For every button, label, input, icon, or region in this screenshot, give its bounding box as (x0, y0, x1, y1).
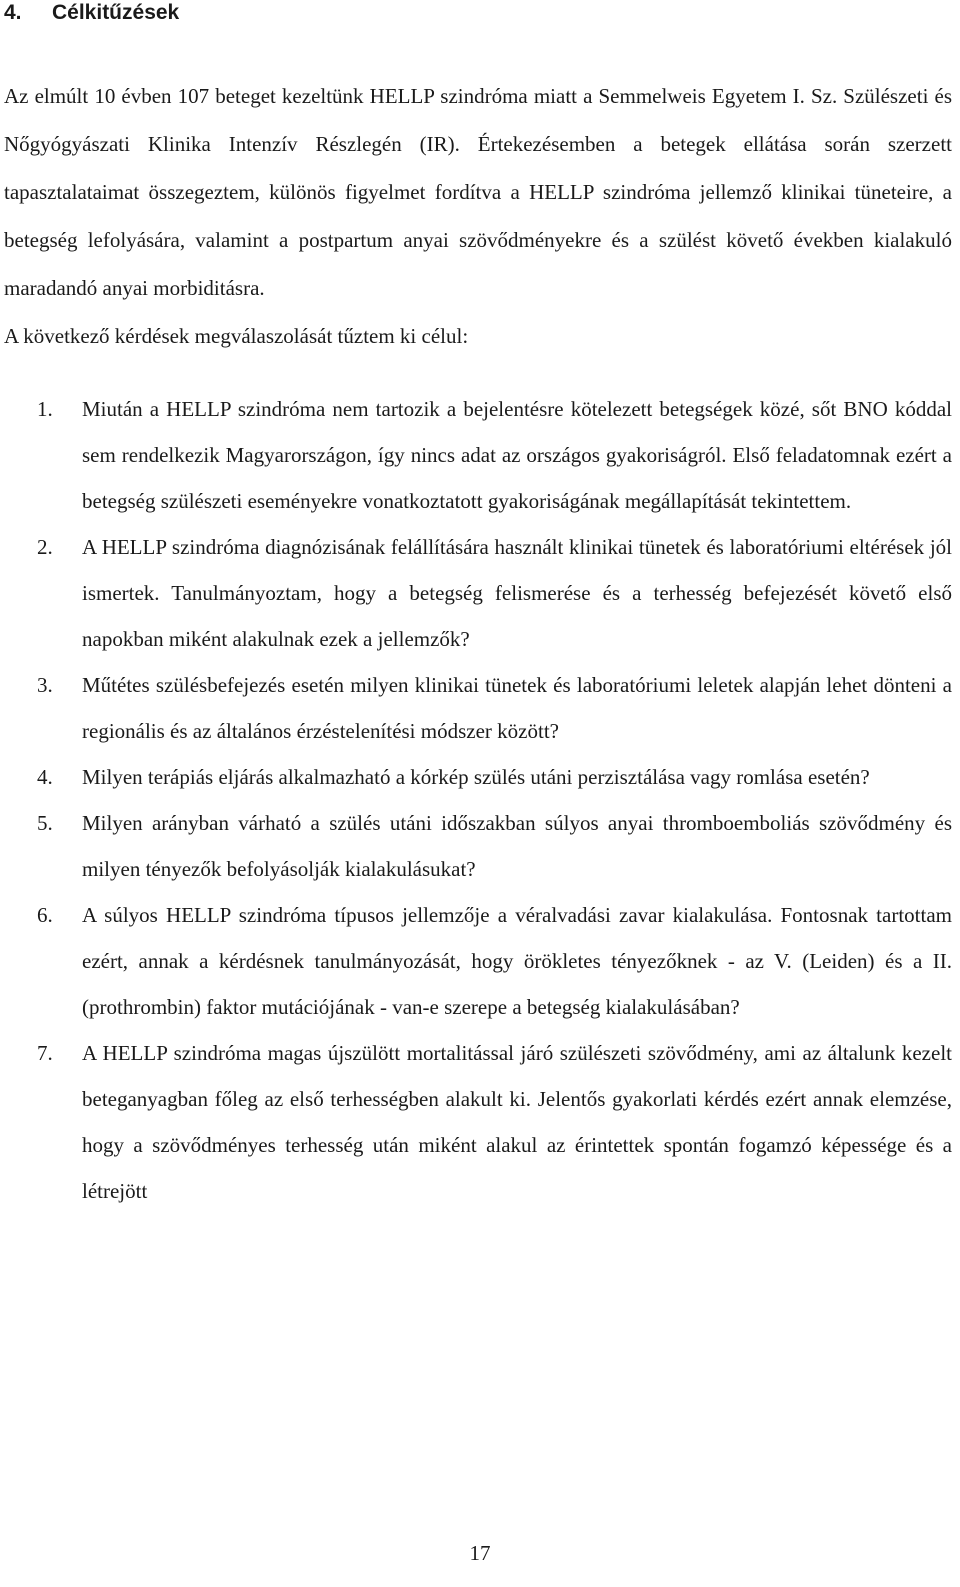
list-item (4, 800, 952, 892)
list-item-text: A súlyos HELLP szindróma típusos jellemzője a véralvadási zavar kialakulása. Fontosnak tartottam ezért, annak a kérdésnek tanulmányozását, hogy örökletes tényezőknek - az V. (Leiden) és a II. (prothrombin) faktor mutációjának - van-e szerepe a betegség kialakulásában? (82, 903, 952, 1019)
list-item-text: A HELLP szindróma diagnózisának felállítására használt klinikai tünetek és laboratóriumi eltérések jól ismertek. Tanulmányoztam, hogy a betegség felismerése és a terhesség befejezését követő első napokban miként alakulnak ezek a jellemzők? (82, 535, 952, 651)
list-marker: 6. (37, 903, 53, 927)
list-marker: 3. (37, 673, 53, 697)
list-item-text: Milyen arányban várható a szülés utáni időszakban súlyos anyai thromboemboliás szövődmény és milyen tényezők befolyásolják kialakulásukat? (82, 811, 952, 881)
list-marker: 5. (37, 811, 53, 835)
questions-lead: A következő kérdések megválaszolását tűztem ki célul: (4, 324, 469, 348)
section-heading (4, 0, 952, 26)
list-item-text: Milyen terápiás eljárás alkalmazható a kórkép szülés utáni perzisztálása vagy romlása esetén? (82, 765, 870, 789)
section-number: 4. (4, 1, 22, 24)
list-marker: 4. (37, 765, 53, 789)
page-number: 17 (469, 1541, 491, 1565)
list-item (4, 662, 952, 754)
list-item (4, 386, 952, 524)
list-marker: 1. (37, 397, 53, 421)
list-marker: 2. (37, 535, 53, 559)
list-item-text: Miután a HELLP szindróma nem tartozik a bejelentésre kötelezett betegségek közé, sőt BNO kóddal sem rendelkezik Magyarországon, így nincs adat az országos gyakoriságról. Első feladatomnak ezért a betegség szülészeti eseményekre vonatkoztatott gyakoriságának megállapítását tekintettem. (82, 397, 952, 513)
list-item (4, 754, 952, 800)
list-marker: 7. (37, 1041, 53, 1065)
intro-paragraph: Az elmúlt 10 évben 107 beteget kezeltünk HELLP szindróma miatt a Semmelweis Egyetem I. Sz. Szülészeti és Nőgyógyászati Klinika Intenzív Részlegén (IR). Értekezésemben a betegek ellátása során szerzett tapasztalataimat összegeztem, különös figyelmet fordítva a HELLP szindróma jellemző klinikai tüneteire, a betegség lefolyására, valamint a postpartum anyai szövődményekre és a szülést követő években kialakuló maradandó anyai morbiditásra. (4, 84, 952, 300)
list-item (4, 892, 952, 1030)
document-page (4, 0, 952, 1230)
section-title: Célkitűzések (52, 1, 180, 24)
questions-list (4, 386, 952, 1214)
list-item (4, 1030, 952, 1214)
list-item (4, 524, 952, 662)
list-item-text: Műtétes szülésbefejezés esetén milyen klinikai tünetek és laboratóriumi leletek alapján lehet dönteni a regionális és az általános érzéstelenítési módszer között? (82, 673, 952, 743)
list-item-text: A HELLP szindróma magas újszülött mortalitással járó szülészeti szövődmény, ami az általunk kezelt beteganyagban főleg az első terhességben alakult ki. Jelentős gyakorlati kérdés ezért annak elemzése, hogy a szövődményes terhesség után miként alakul az érintettek spontán fogamzó képessége és a létrejött (82, 1041, 952, 1203)
